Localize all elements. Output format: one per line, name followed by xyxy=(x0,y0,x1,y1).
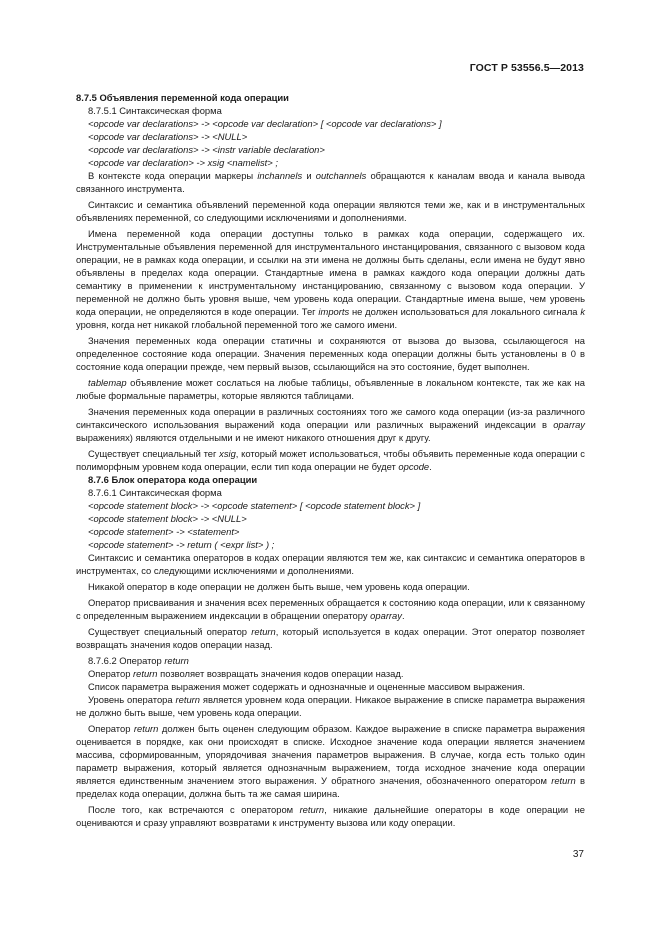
grammar-rule: <opcode var declarations> -> <NULL> xyxy=(88,131,248,142)
page-body xyxy=(76,91,585,829)
paragraph: Существует специальный оператор return, который используется в кодах операции. Этот оператор позволяет возвращать значения кодов операции назад. xyxy=(76,626,585,650)
paragraph: Существует специальный тег xsig, который может использоваться, чтобы объявить переменные кода операции с полиморфным уровнем кода операции, если тип кода операции не будет opcode. xyxy=(76,448,585,472)
subsection-heading-8-7-5-1: 8.7.5.1 Синтаксическая форма xyxy=(88,105,222,116)
paragraph: Значения переменных кода операции статичны и сохраняются от вызова до вызова, ссылающегося на определенное состояние кода операции. Значения переменных кода операции должны быть установлены в 0 в состояние кода операции прежде, чем первый вызов, ссылающийся на это состояние, будет выполнен. xyxy=(76,335,585,372)
paragraph: Оператор присваивания и значения всех переменных обращается к состоянию кода операции, или к связанному с определенным выражением индексации в обращении оператору oparray. xyxy=(76,597,585,621)
paragraph: После того, как встречаются с оператором return, никакие дальнейшие операторы в коде операции не оцениваются и сразу управляют возвратами к инструменту вызова или коду операции. xyxy=(76,804,586,828)
paragraph: Синтаксис и семантика операторов в кодах операции являются тем же, как синтаксис и семантика операторов в инструментах, со следующими исключениями и дополнениями. xyxy=(76,552,585,576)
grammar-rule: <opcode statement block> -> <opcode statement> [ <opcode statement block> ] xyxy=(88,500,421,511)
paragraph: Имена переменной кода операции доступны только в рамках кода операции, содержащего их. Инструментальные объявления переменной для инструментального инстанцирования, связанного с вызовом кода операции, не в рамках кода операции, и ссылки на эти имена не должны быть сделаны, если имена не будут явно объявлены в пределах кода операции. Стандартные имена в рамках каждого кода операции должны дать семантику в применении к инструментальному инстанцированию, связанному с вызовом кода операции. У переменной не должно быть уровня выше, чем уровень кода операции. Стандартные имена выше, чем уровень кода операции, не определяются в коде операции. Тег imports не должен использоваться для локального сигнала k уровня, когда нет никакой глобальной переменной того же самого имени. xyxy=(76,228,585,330)
grammar-rule: <opcode var declaration> -> xsig <namelist> ; xyxy=(88,157,278,168)
paragraph: Список параметра выражения может содержать и однозначные и оцененные массивом выражения. xyxy=(88,681,525,692)
paragraph: Уровень оператора return является уровнем кода операции. Никакое выражение в списке параметра выражения не должно быть выше, чем уровень кода операции. xyxy=(76,694,585,718)
page-number: 37 xyxy=(572,849,584,860)
paragraph: В контексте кода операции маркеры inchannels и outchannels обращаются к каналам ввода и канала вывода связанного инструмента. xyxy=(76,170,586,194)
paragraph: Никакой оператор в коде операции не должен быть выше, чем уровень кода операции. xyxy=(88,581,470,592)
subsection-heading-8-7-6-2: 8.7.6.2 Оператор return xyxy=(88,655,189,666)
paragraph: Синтаксис и семантика объявлений переменной кода операции являются теми же, как и в инструментальных объявлениях переменной, со следующими исключениями и дополнениями. xyxy=(76,199,585,223)
paragraph: tablemap объявление может сослаться на любые таблицы, объявленные в локальном контексте, так же как на любые формальные параметры, которые являются таблицами. xyxy=(76,377,585,401)
paragraph: Оператор return позволяет возвращать значения кодов операции назад. xyxy=(88,668,404,679)
grammar-rule: <opcode statement> -> return ( <expr list> ) ; xyxy=(88,539,275,550)
grammar-rule: <opcode var declarations> -> <opcode var declaration> [ <opcode var declarations> ] xyxy=(88,118,442,129)
section-heading-8-7-6: 8.7.6 Блок оператора кода операции xyxy=(88,474,258,485)
subsection-heading-8-7-6-1: 8.7.6.1 Синтаксическая форма xyxy=(88,487,222,498)
grammar-rule: <opcode statement block> -> <NULL> xyxy=(88,513,247,524)
paragraph: Оператор return должен быть оценен следующим образом. Каждое выражение в списке параметра выражения оценивается в порядке, как они происходят в списке. Исходное значение кода операции является значением массива, сформированным, упорядочивая значения параметров выражения. В случае, когда есть только один параметр выражения, который является однозначным выражением, тогда исходное значение кода операции является единственным значением этого выражения. У обратного значения, обозначенного оператором return в пределах кода операции, должна быть та же самая ширина. xyxy=(76,723,585,799)
paragraph: Значения переменных кода операции в различных состояниях того же самого кода операции (из-за различного синтаксического использования выражений кода операции или различных выражений индексации в oparray выражениях) являются отдельными и не имеют никакого отношения друг к другу. xyxy=(76,406,585,443)
document-code: ГОСТ Р 53556.5—2013 xyxy=(469,62,584,74)
grammar-rule: <opcode statement> -> <statement> xyxy=(88,526,240,537)
grammar-rule: <opcode var declarations> -> <instr variable declaration> xyxy=(88,144,325,155)
section-heading-8-7-5: 8.7.5 Объявления переменной кода операции xyxy=(76,92,289,103)
